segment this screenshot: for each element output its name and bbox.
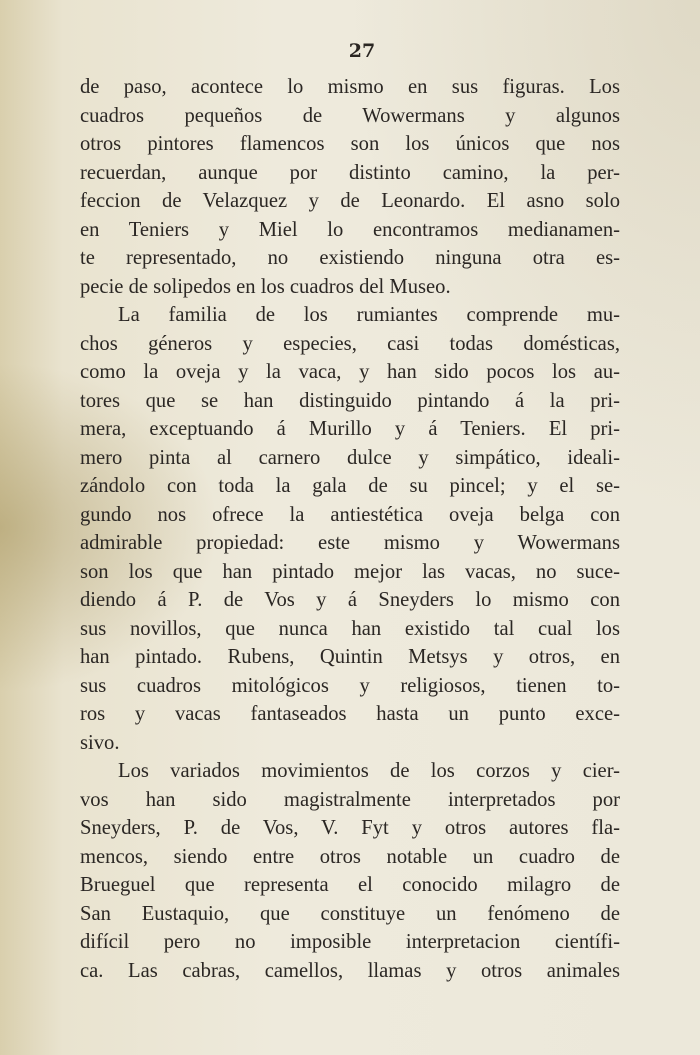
text-line: en Teniers y Miel lo encontramos medianamen- [80, 218, 620, 241]
text-line: como la oveja y la vaca, y han sido pocos los au- [80, 361, 620, 383]
text-line: te representado, no existiendo ninguna otra es- [80, 247, 620, 269]
paragraph [80, 757, 620, 985]
text-line: mera, exceptuando á Murillo y á Teniers. El pri- [80, 418, 620, 440]
text-line: pecie de solipedos en los cuadros del Museo. [80, 275, 451, 298]
text-line: recuerdan, aunque por distinto camino, la per- [80, 161, 620, 184]
text-line: diendo á P. de Vos y á Sneyders lo mismo con [80, 589, 620, 611]
text-line: ca. Las cabras, camellos, llamas y otros animales [80, 959, 620, 982]
text-line: mero pinta al carnero dulce y simpático, ideali- [80, 446, 620, 469]
text-line: admirable propiedad: este mismo y Wowermans [80, 532, 620, 554]
text-line: otros pintores flamencos son los únicos que nos [80, 133, 620, 155]
text-line: son los que han pintado mejor las vacas, no suce- [80, 560, 620, 583]
text-line: San Eustaquio, que constituye un fenómeno de [80, 902, 620, 925]
text-line: gundo nos ofrece la antiestética oveja belga con [80, 503, 620, 526]
paragraph [80, 73, 620, 301]
text-line: Los variados movimientos de los corzos y cier- [118, 760, 620, 782]
text-line: sivo. [80, 731, 120, 754]
text-line: mencos, siendo entre otros notable un cuadro de [80, 845, 620, 868]
paragraph [80, 301, 620, 757]
text-line: feccion de Velazquez y de Leonardo. El asno solo [80, 190, 620, 212]
text-line: vos han sido magistralmente interpretados por [80, 788, 620, 811]
text-line: de paso, acontece lo mismo en sus figuras. Los [80, 76, 620, 98]
text-line: Brueguel que representa el conocido milagro de [80, 874, 620, 896]
text-line: difícil pero no imposible interpretacion científi- [80, 931, 620, 953]
body-text [80, 73, 620, 985]
text-line: La familia de los rumiantes comprende mu- [118, 304, 620, 326]
text-line: sus cuadros mitológicos y religiosos, tienen to- [80, 674, 620, 697]
text-line: cuadros pequeños de Wowermans y algunos [80, 104, 620, 127]
text-line: han pintado. Rubens, Quintin Metsys y otros, en [80, 646, 620, 668]
text-line: chos géneros y especies, casi todas domésticas, [80, 332, 620, 355]
text-line: zándolo con toda la gala de su pincel; y el se- [80, 475, 620, 497]
text-line: ros y vacas fantaseados hasta un punto exce- [80, 703, 620, 725]
text-line: Sneyders, P. de Vos, V. Fyt y otros autores fla- [80, 817, 620, 839]
page-number: 27 [348, 40, 376, 62]
text-line: sus novillos, que nunca han existido tal cual los [80, 617, 620, 640]
text-line: tores que se han distinguido pintando á la pri- [80, 389, 620, 412]
